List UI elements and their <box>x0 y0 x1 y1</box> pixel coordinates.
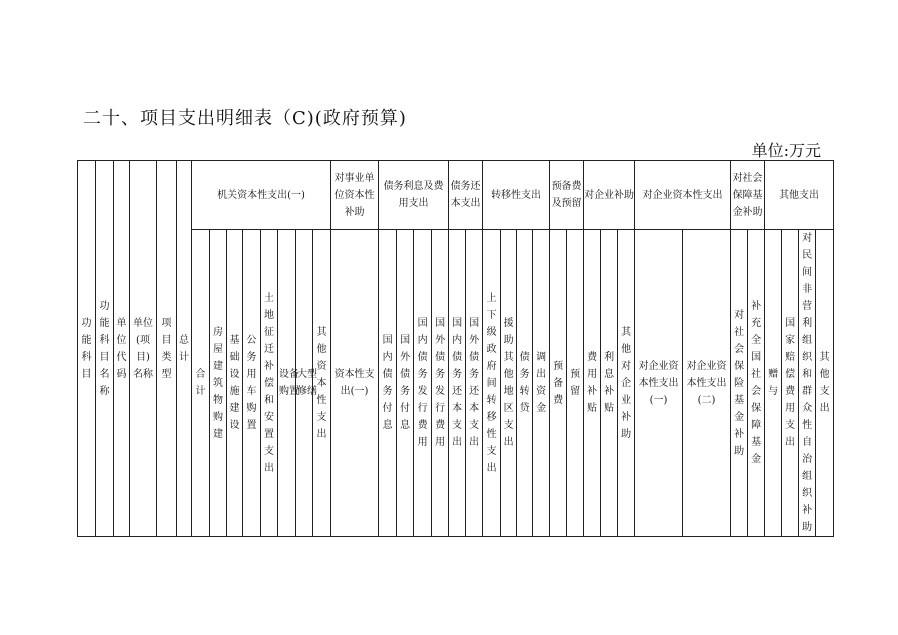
group-header-debt-principal: 债务还本支出 <box>449 161 483 230</box>
sub-header: 债务转贷 <box>517 230 533 537</box>
sub-header: 其他对企业补助 <box>618 230 635 537</box>
sub-header: 预备费 <box>550 230 567 537</box>
sub-header: 对民间非营利组织和群众性自治组织补助 <box>799 230 816 537</box>
sub-header: 对企业资本性支出(二) <box>683 230 731 537</box>
header-unit-name: 单位(项目)名称 <box>130 161 157 537</box>
sub-header: 对企业资本性支出(一) <box>635 230 683 537</box>
header-unit-code: 单位代码 <box>114 161 130 537</box>
sub-header: 对社会保险基金补助 <box>731 230 748 537</box>
sub-header: 资本性支出(一) <box>331 230 379 537</box>
group-header-transfer: 转移性支出 <box>483 161 550 230</box>
budget-table <box>77 160 834 537</box>
sub-header: 预留 <box>567 230 584 537</box>
group-header-social-security: 对社会保障基金补助 <box>731 161 765 230</box>
sub-header: 大型修缮 <box>296 230 313 537</box>
group-header-institution-subsidy: 对事业单位资本性补助 <box>331 161 379 230</box>
unit-label: 单位:万元 <box>751 141 821 160</box>
group-header-enterprise-capital: 对企业资本性支出 <box>635 161 731 230</box>
sub-header: 国外债务发行费用 <box>432 230 449 537</box>
sub-header: 其他支出 <box>816 230 834 537</box>
sub-header: 上下级政府间转移性支出 <box>483 230 501 537</box>
group-header-other: 其他支出 <box>765 161 834 230</box>
header-total: 总计 <box>177 161 192 537</box>
sub-header: 国外债务还本支出 <box>466 230 483 537</box>
sub-header: 国内债务发行费用 <box>414 230 432 537</box>
header-project-type: 项目类型 <box>157 161 177 537</box>
sub-header: 房屋建筑物购建 <box>210 230 227 537</box>
sub-header: 设备购置 <box>278 230 296 537</box>
sub-header: 土地征迁补偿和安置支出 <box>261 230 278 537</box>
sub-header: 公务用车购置 <box>243 230 261 537</box>
header-function-code: 功能科目 <box>78 161 96 537</box>
group-header-capital-expense: 机关资本性支出(一) <box>192 161 331 230</box>
sub-header: 其他资本性支出 <box>313 230 331 537</box>
sub-header: 国内债务付息 <box>379 230 397 537</box>
sub-header: 利息补贴 <box>601 230 618 537</box>
sub-header: 援助其他地区支出 <box>501 230 517 537</box>
sub-header: 调出资金 <box>533 230 550 537</box>
page-title: 二十、项目支出明细表（C)(政府预算) <box>83 108 407 129</box>
sub-header: 补充全国社会保障基金 <box>748 230 765 537</box>
group-header-debt-interest: 债务利息及费用支出 <box>379 161 449 230</box>
group-header-enterprise-subsidy: 对企业补助 <box>584 161 635 230</box>
sub-header: 国内债务还本支出 <box>449 230 466 537</box>
group-header-reserve: 预备费及预留 <box>550 161 584 230</box>
sub-header: 合计 <box>192 230 210 537</box>
sub-header: 国外债务付息 <box>397 230 414 537</box>
sub-header: 基础设施建设 <box>227 230 243 537</box>
header-function-name: 功能科目名称 <box>96 161 114 537</box>
sub-header: 费用补贴 <box>584 230 601 537</box>
sub-header: 国家赔偿费用支出 <box>782 230 799 537</box>
sub-header: 赠与 <box>765 230 782 537</box>
